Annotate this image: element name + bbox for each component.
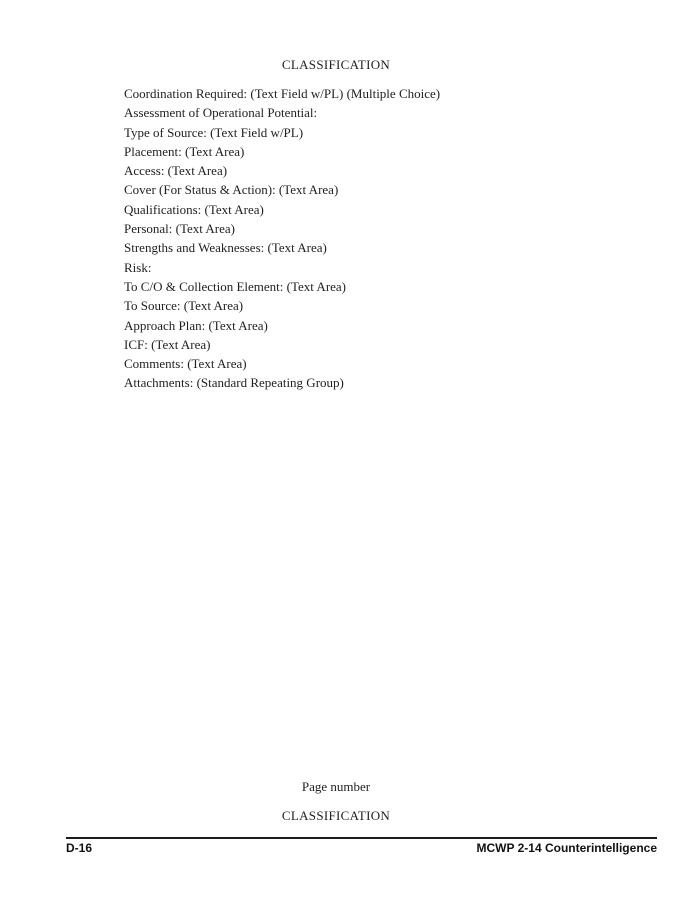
field-line-type-of-source: Type of Source: (Text Field w/PL) — [124, 124, 304, 140]
field-line-personal: Personal: (Text Area) — [124, 221, 235, 237]
field-line-placement: Placement: (Text Area) — [124, 143, 245, 159]
field-line-assessment-operational-potential: Assessment of Operational Potential: — [124, 105, 318, 121]
classification-banner-bottom: CLASSIFICATION — [281, 808, 391, 823]
field-list — [124, 84, 655, 393]
footer-page-id: D-16 — [66, 841, 93, 855]
page-footer — [66, 841, 657, 855]
field-line-qualifications: Qualifications: (Text Area) — [124, 201, 264, 217]
field-line-coordination-required: Coordination Required: (Text Field w/PL) (Multiple Choice) — [124, 86, 441, 101]
field-line-comments: Comments: (Text Area) — [124, 356, 247, 372]
field-line-attachments: Attachments: (Standard Repeating Group) — [124, 375, 344, 391]
field-line-strengths-weaknesses: Strengths and Weaknesses: (Text Area) — [124, 240, 327, 256]
field-line-cover: Cover (For Status & Action): (Text Area) — [124, 182, 339, 198]
footer-publication-title: MCWP 2-14 Counterintelligence — [476, 841, 657, 855]
field-line-to-co-collection-element: To C/O & Collection Element: (Text Area) — [124, 278, 347, 294]
field-line-to-source: To Source: (Text Area) — [124, 298, 244, 314]
page-number-placeholder: Page number — [301, 779, 371, 794]
field-line-access: Access: (Text Area) — [124, 163, 228, 179]
field-line-icf: ICF: (Text Area) — [124, 336, 211, 352]
field-line-approach-plan: Approach Plan: (Text Area) — [124, 317, 268, 333]
footer-rule — [66, 837, 657, 839]
classification-banner-top: CLASSIFICATION — [281, 57, 391, 72]
field-line-risk: Risk: — [124, 259, 152, 275]
